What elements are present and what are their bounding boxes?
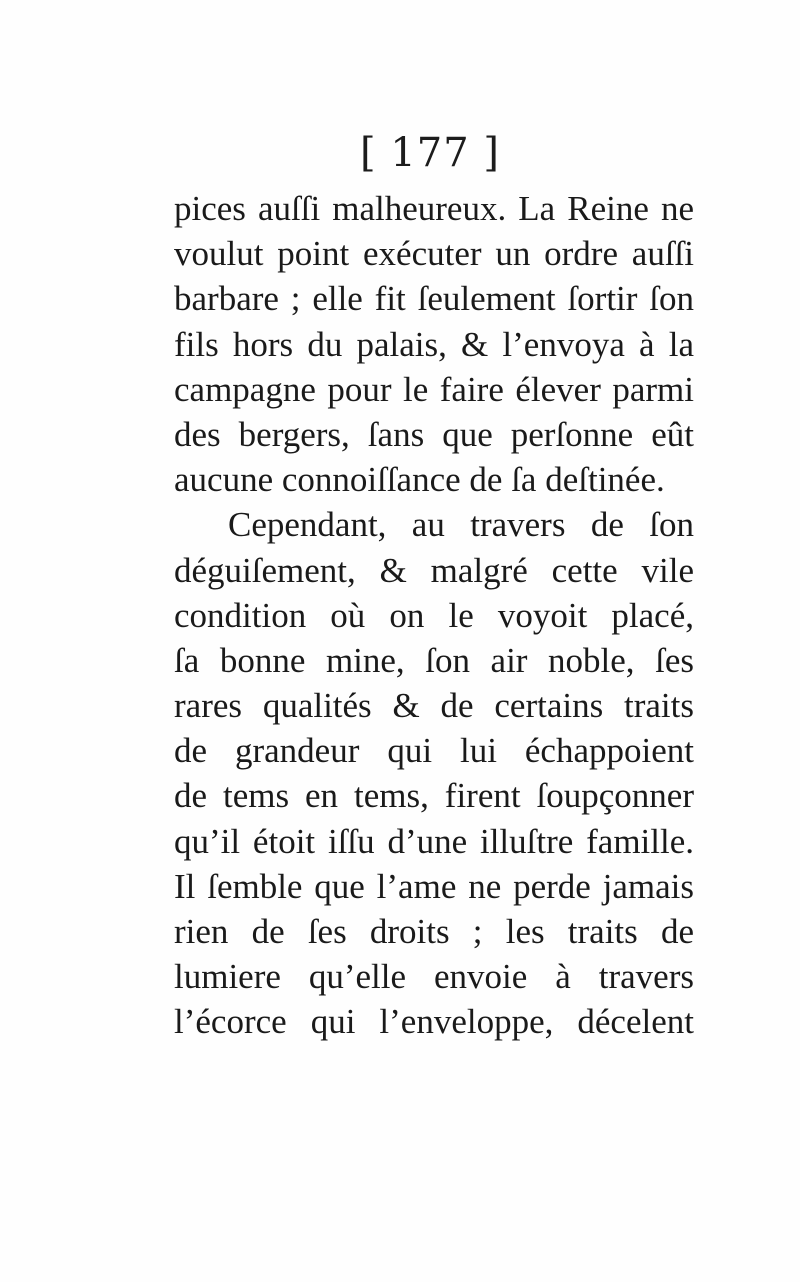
text-line: ſa bonne mine, ſon air noble, ſes	[174, 640, 694, 680]
text-line: voulut point exécuter un ordre auſſi	[174, 234, 694, 274]
text-line: barbare ; elle fit ſeulement ſortir ſon	[174, 279, 694, 319]
text-line: condition où on le voyoit placé,	[174, 595, 694, 635]
text-line: rien de ſes droits ; les traits de	[174, 912, 694, 951]
paragraph-start-line: Cependant, au travers de ſon	[228, 505, 694, 545]
page-number: [ 177 ]	[360, 130, 500, 176]
text-line: déguiſement, & malgré cette vile	[174, 550, 694, 590]
paragraph-end-line: aucune connoiſſance de ſa deſtinée.	[174, 460, 665, 500]
text-line: pices auſſi malheureux. La Reine ne	[174, 189, 694, 228]
text-line: campagne pour le faire élever parmi	[174, 369, 694, 409]
text-line: l’écorce qui l’enveloppe, décelent	[174, 1002, 694, 1042]
body-text	[174, 186, 694, 1045]
text-line: de tems en tems, firent ſoupçonner	[174, 776, 694, 816]
text-line: rares qualités & de certains traits	[174, 686, 694, 726]
text-line: lumiere qu’elle envoie à travers	[174, 957, 694, 997]
text-line: qu’il étoit iſſu d’une illuſtre famille.	[174, 821, 694, 861]
text-line: fils hors du palais, & l’envoya à la	[174, 324, 694, 364]
text-line: Il ſemble que l’ame ne perde jamais	[174, 866, 694, 906]
text-line: des bergers, ſans que perſonne eût	[174, 414, 694, 454]
text-line: de grandeur qui lui échappoient	[174, 731, 694, 771]
